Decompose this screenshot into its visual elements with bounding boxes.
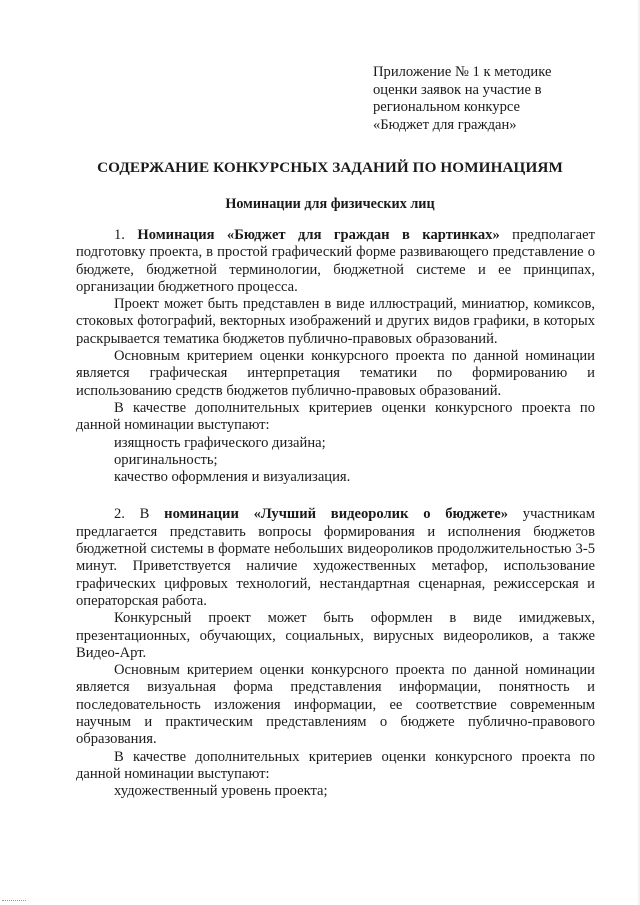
section-1-paragraph: Проект может быть представлен в виде иллюстраций, миниатюр, комиксов, стоковых фотографий, векторных изображений и других видов графики, в которых раскрывается тематика бюджетов публично-правовых образований. [76, 296, 595, 347]
section-1-intro-text: предполагает подготовку проекта, в простой графический форме развивающего представление о бюджете, бюджетной терминологии, бюджетной системе и ее принципах, организации бюджетного процесса. [76, 227, 595, 295]
section-2-paragraph: В качестве дополнительных критериев оценки конкурсного проекта по данной номинации выступают: [76, 748, 595, 782]
section-1-intro [76, 227, 595, 296]
section-2-heading: номинации «Лучший видеоролик о бюджете» [164, 506, 509, 523]
section-2-paragraph: Конкурсный проект может быть оформлен в виде имиджевых, презентационных, обучающих, социальных, вирусных видеороликов, а также Видео-Арт. [76, 610, 595, 661]
document-title: СОДЕРЖАНИЕ КОНКУРСНЫХ ЗАДАНИЙ ПО НОМИНАЦИЯМ [97, 159, 563, 176]
section-1-number: 1. [114, 227, 138, 243]
annex-line: оценки заявок на участие в [373, 81, 542, 98]
section-gap [76, 486, 595, 506]
section-1-paragraph: В качестве дополнительных критериев оценки конкурсного проекта по данной номинации выступают: [76, 399, 595, 434]
criteria-item: оригинальность; [114, 451, 218, 468]
section-2-intro [76, 506, 595, 610]
document-subtitle: Номинации для физических лиц [225, 196, 435, 212]
annex-note [373, 64, 613, 134]
scan-mark [2, 898, 26, 901]
section-1-heading: Номинация «Бюджет для граждан в картинках» [137, 227, 500, 243]
annex-line: Приложение № 1 к методике [373, 64, 552, 80]
document-body [76, 227, 595, 801]
section-2-intro-text: участникам предлагается представить вопросы формирования и исполнения бюджетов бюджетной системы в формате небольших видеороликов продолжительностью 3-5 минут. Приветствуется наличие художественных метафор, использование графических цифровых технологий, нестандартная сценарная, режиссерская и операторская работа. [76, 506, 595, 609]
section-2-lead: 2. В [114, 506, 165, 523]
criteria-item: изящность графического дизайна; [114, 434, 326, 451]
section-1-paragraph: Основным критерием оценки конкурсного проекта по данной номинации является графическая интерпретация тематики по формированию и использованию средств бюджетов публично-правовых образований. [76, 348, 595, 399]
section-2-paragraph: Основным критерием оценки конкурсного проекта по данной номинации является визуальная форма представления информации, понятность и последовательность изложения информации, ее соответствие современным научным и практическим представлениям о бюджете публично-правового образования. [76, 662, 595, 748]
criteria-item: художественный уровень проекта; [114, 783, 328, 800]
criteria-item: качество оформления и визуализация. [114, 469, 351, 486]
annex-line: региональном конкурсе [373, 99, 520, 115]
annex-line: «Бюджет для граждан» [373, 116, 517, 133]
